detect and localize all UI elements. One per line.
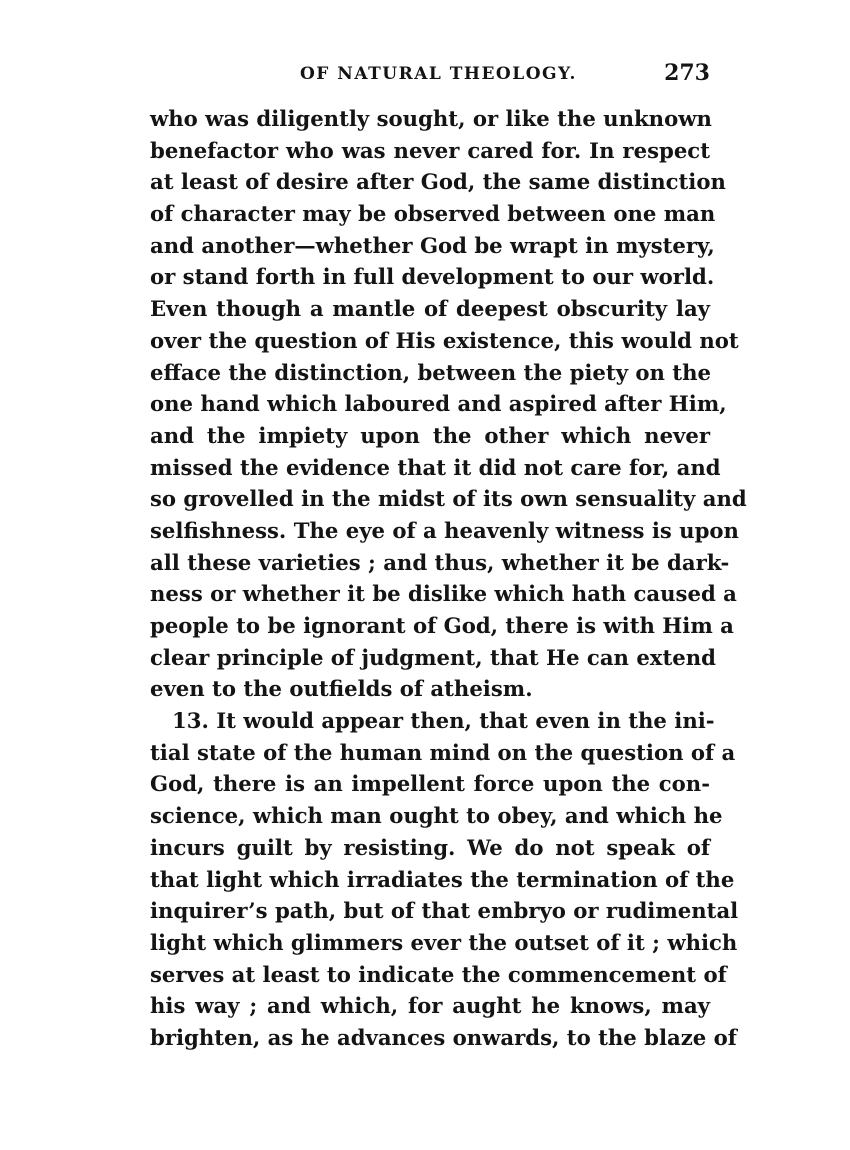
text-line: brighten, as he advances onwards, to the blaze of <box>150 1024 737 1050</box>
paragraph-start-line: 13. It would appear then, that even in the ini- <box>172 708 715 734</box>
page-number: 273 <box>664 60 710 86</box>
text-line: and the impiety upon the other which never <box>150 422 710 448</box>
text-line: at least of desire after God, the same distinction <box>150 169 726 195</box>
text-line: selfishness. The eye of a heavenly witness is upon <box>150 517 739 543</box>
text-line: and another—whether God be wrapt in mystery, <box>150 232 715 258</box>
text-line: missed the evidence that it did not care for, and <box>150 454 721 480</box>
text-line: benefactor who was never cared for. In respect <box>150 137 710 163</box>
text-line: inquirer’s path, but of that embryo or rudimental <box>150 898 739 924</box>
text-line: Even though a mantle of deepest obscurity lay <box>150 296 710 322</box>
text-line: science, which man ought to obey, and which he <box>150 803 723 829</box>
text-line: tial state of the human mind on the question of a <box>150 739 736 765</box>
text-line: light which glimmers ever the outset of it ; which <box>150 929 738 955</box>
text-line: ness or whether it be dislike which hath caused a <box>150 581 737 607</box>
running-head <box>150 60 710 90</box>
text-line: incurs guilt by resisting. We do not speak of <box>150 834 710 860</box>
text-line: over the question of His existence, this would not <box>150 327 739 353</box>
text-line: serves at least to indicate the commencement of <box>150 961 727 987</box>
text-line: or stand forth in full development to our world. <box>150 264 715 290</box>
text-line: people to be ignorant of God, there is with Him a <box>150 613 734 638</box>
body-text <box>150 103 747 1054</box>
text-line: who was diligently sought, or like the unknown <box>150 106 712 131</box>
text-line: so grovelled in the midst of its own sensuality and <box>150 486 747 512</box>
text-line: all these varieties ; and thus, whether it be dark- <box>150 549 730 575</box>
text-line: one hand which laboured and aspired after Him, <box>150 391 727 417</box>
text-line: his way ; and which, for aught he knows, may <box>150 993 710 1019</box>
running-title: OF NATURAL THEOLOGY. <box>300 64 577 84</box>
text-line: that light which irradiates the termination of the <box>150 866 735 892</box>
text-line: God, there is an impellent force upon the con- <box>150 771 710 797</box>
paragraph-end-line: even to the outfields of atheism. <box>150 676 533 702</box>
text-line: of character may be observed between one man <box>150 201 716 227</box>
text-line: efface the distinction, between the piety on the <box>150 359 711 385</box>
text-line: clear principle of judgment, that He can extend <box>150 644 716 670</box>
